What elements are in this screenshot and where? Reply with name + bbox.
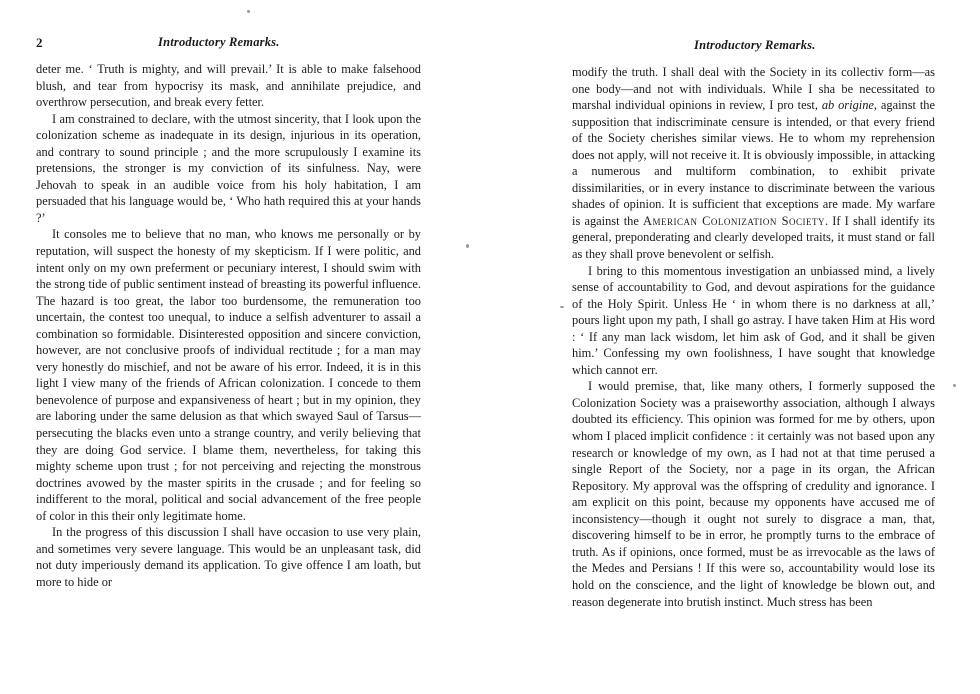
paper-speck [953,384,956,387]
paragraph-text: . If I shall identify its general, preponderating and clearly developed traits, it must stand or fall as they shall prove benevolent or selfish. [572,213,935,262]
paragraph: I bring to this momentous investigation an unbiassed mind, a lively sense of accountability to God, and devout aspirations for the guidance of the Holy Spirit. Unless He ‘ in whom there is no darkness at all,’ pours light upon my path, I shall go astray. I have taken Him at His word : ‘ If any man lack wisdom, let him ask of God, and it shall be given him.’ Confessing my own foolishness, I have sought that knowledge which cannot err. [572,263,935,377]
right-body-text [572,64,935,610]
paragraph-text: , against the supposition that indiscriminate censure is intended, or that every friend of the Society cherishes similar views. He to whom my reprehension does not apply, will not receive it. It is obviously impossible, in attacking a numerous and multiform combination, to exhibit private dissimilarities, or in every instance to discriminate between the various shades of opinion. It is sufficient that exceptions are made. My warfare is against the [572,98,936,228]
paragraph: I would premise, that, like many others, I formerly supposed the Colonization Society was a praiseworthy association, although I always doubted its efficiency. This opinion was formed for me by others, upon whom I placed implicit confidence : it certainly was not based upon any research or knowledge of my own, as I had not at that time perused a single Report of the Society, nor a page in its organ, the African Repository. My approval was the offspring of credulity and ignorance. I am explicit on this point, because my opponents have accused me of inconsistency—though it ought not surely to disgrace a man, that, discovering himself to be in error, he promptly turns to the embrace of truth. As if opinions, once formed, must be as irrevocable as the laws of the Medes and Persians ! If this were so, accountability would lose its hold on the conscience, and the light of knowledge be blown out, and reason degenerate into brutish instinct. Much stress has been [572,379,935,609]
paper-speck [560,306,564,308]
right-page [490,0,980,694]
page-number: 2 [36,35,43,50]
running-head-right: Introductory Remarks. [694,38,816,52]
running-head-left: Introductory Remarks. [158,35,280,49]
paragraph: In the progress of this discussion I shall have occasion to use very plain, and sometimes very severe language. This would be an unpleasant task, did not duty imperiously demand its application. To give offence I am loath, but more to hide or [36,525,421,589]
paragraph: deter me. ‘ Truth is mighty, and will prevail.’ It is able to make falsehood blush, and tear from hypocrisy its mask, and annihilate prejudice, and overthrow persecution, and break every fetter. [36,62,421,110]
society-name: American Colonization Society [643,213,825,228]
paragraph-text: modify the truth. I shall deal with the Society in its collectiv form—as one body—and not with individuals. While I sha be necessitated to marshal individual opinions in review, I pro test, [572,65,935,113]
left-body-text [36,61,421,591]
paragraph [572,64,935,263]
paper-speck [466,244,469,248]
paragraph: I am constrained to declare, with the utmost sincerity, that I look upon the colonization scheme as inadequate in its design, injurious in its operation, and contrary to sound principle ; and the more scrupulously I examine its pretensions, the stronger is my conviction of its sinfulness. Nay, were Jehovah to speak in an audible voice from his holy habitation, I am persuaded that his language would be, ‘ Who hath required this at your hands ?’ [36,111,421,225]
paper-speck [247,10,250,13]
paragraph: It consoles me to believe that no man, who knows me personally or by reputation, will suspect the honesty of my skepticism. If I were politic, and intent only on my own preferment or pecuniary interest, I should swim with the strong tide of public sentiment instead of breasting its powerful influence. The hazard is too great, the labor too burdensome, the remuneration too uncertain, the contest too unequal, to induce a selfish adventurer to assail a combination so formidable. Disinterested opposition and sincere conviction, however, are not conclusive proofs of individual rectitude ; for a man may very honestly do mischief, and not be aware of his error. Indeed, it is in this light I view many of the friends of African colonization. I concede to them benevolence of purpose and expansiveness of heart ; but in my opinion, they are laboring under the same delusion as that which swayed Saul of Tarsus—persecuting the blacks even unto a strange country, and verily believing that they are doing God service. I blame them, nevertheless, for taking this mighty scheme upon trust ; for not perceiving and rejecting the monstrous doctrines avowed by the master spirits in the crusade ; and for feeling so indifferent to the moral, political and social advancement of the free people of color in this their only legitimate home. [36,227,421,523]
italic-phrase: ab origine [821,98,874,113]
